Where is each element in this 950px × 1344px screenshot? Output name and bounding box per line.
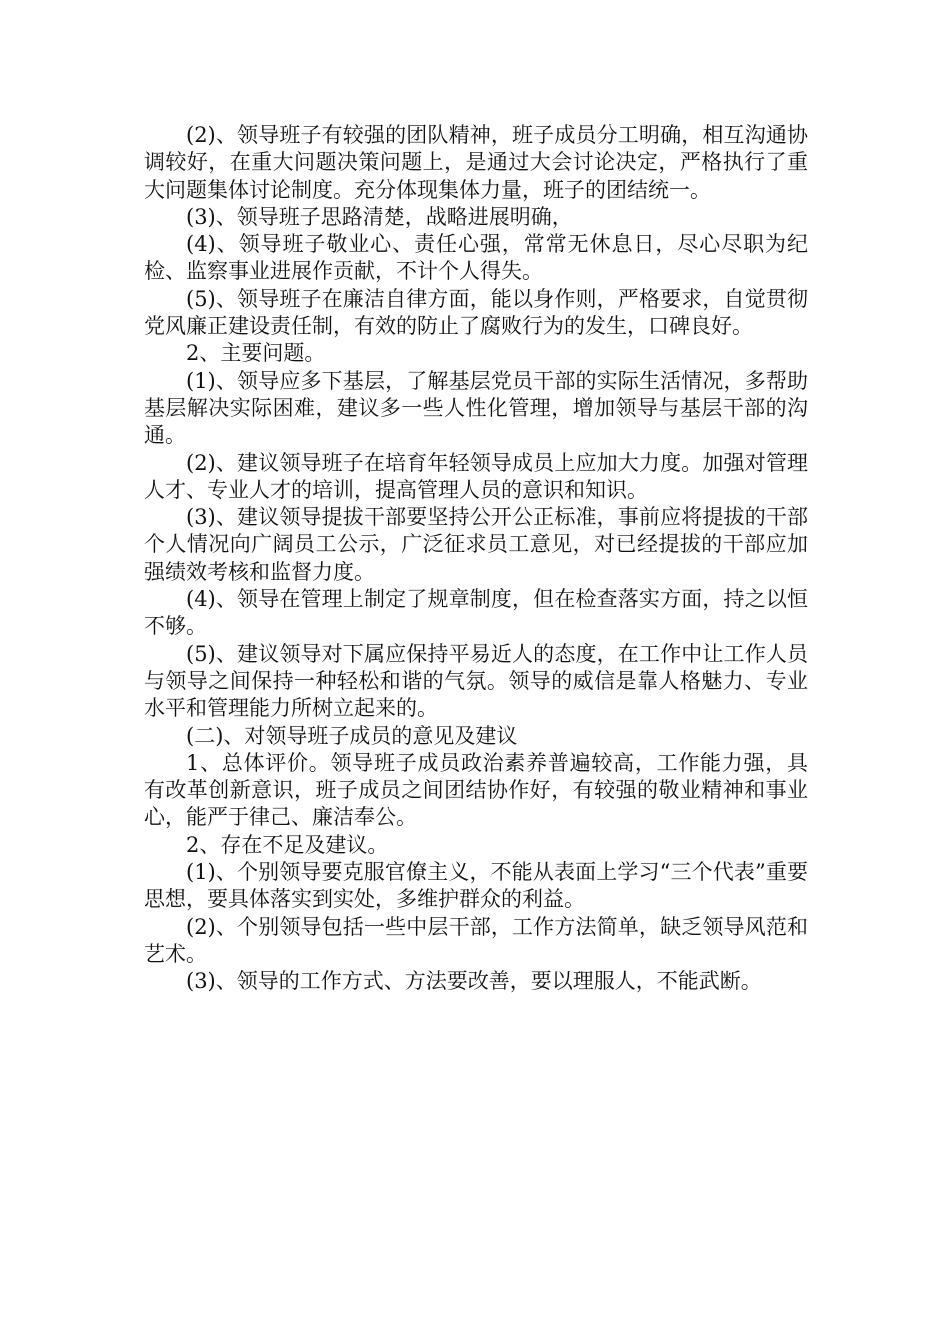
paragraph-strengths-3: (3)、领导班子思路清楚，战略进展明确， [186,204,573,229]
paragraph-problem-4: (4)、领导在管理上制定了规章制度，但在检查落实方面，持之以恒不够。 [144,587,808,639]
paragraph-strengths-5: (5)、领导班子在廉洁自律方面，能以身作则，严格要求，自觉贯彻党风廉正建设责任制，有效的防止了腐败行为的发生，口碑良好。 [144,286,808,339]
document-body [144,122,808,996]
paragraph-shortcoming-1: (1)、个别领导要克服官僚主义，不能从表面上学习“三个代表”重要思想，要具体落实到实处，多维护群众的利益。 [144,860,808,912]
heading-member-opinions: (二)、对领导班子成员的意见及建议 [186,723,518,748]
heading-main-problems: 2、主要问题。 [186,341,326,366]
paragraph-overall-evaluation: 1、总体评价。领导班子成员政治素养普遍较高，工作能力强，具有改革创新意识，班子成员之间团结协作好，有较强的敬业精神和事业心，能严于律己、廉洁奉公。 [144,750,808,830]
paragraph-problem-1: (1)、领导应多下基层，了解基层党员干部的实际生活情况，多帮助基层解决实际困难，建议多一些人性化管理，增加领导与基层干部的沟通。 [144,368,808,448]
paragraph-problem-2: (2)、建议领导班子在培育年轻领导成员上应加大力度。加强对管理人才、专业人才的培训，提高管理人员的意识和知识。 [144,450,808,502]
paragraph-shortcoming-2: (2)、个别领导包括一些中层干部，工作方法简单，缺乏领导风范和艺术。 [144,914,808,966]
heading-shortcomings: 2、存在不足及建议。 [186,832,389,857]
paragraph-problem-5: (5)、建议领导对下属应保持平易近人的态度，在工作中让工作人员与领导之间保持一种轻松和谐的气氛。领导的威信是靠人格魅力、专业水平和管理能力所树立起来的。 [144,641,808,721]
paragraph-problem-3: (3)、建议领导提拔干部要坚持公开公正标准，事前应将提拔的干部个人情况向广阔员工公示，广泛征求员工意见，对已经提拔的干部应加强绩效考核和监督力度。 [144,505,808,584]
paragraph-shortcoming-3: (3)、领导的工作方式、方法要改善，要以理服人，不能武断。 [186,969,762,994]
paragraph-strengths-2: (2)、领导班子有较强的团队精神，班子成员分工明确，相互沟通协调较好，在重大问题决策问题上，是通过大会讨论决定，严格执行了重大问题集体讨论制度。充分体现集体力量，班子的团结统一。 [144,123,808,202]
paragraph-strengths-4: (4)、领导班子敬业心、责任心强，常常无休息日，尽心尽职为纪检、监察事业进展作贡献，不计个人得失。 [144,232,808,284]
